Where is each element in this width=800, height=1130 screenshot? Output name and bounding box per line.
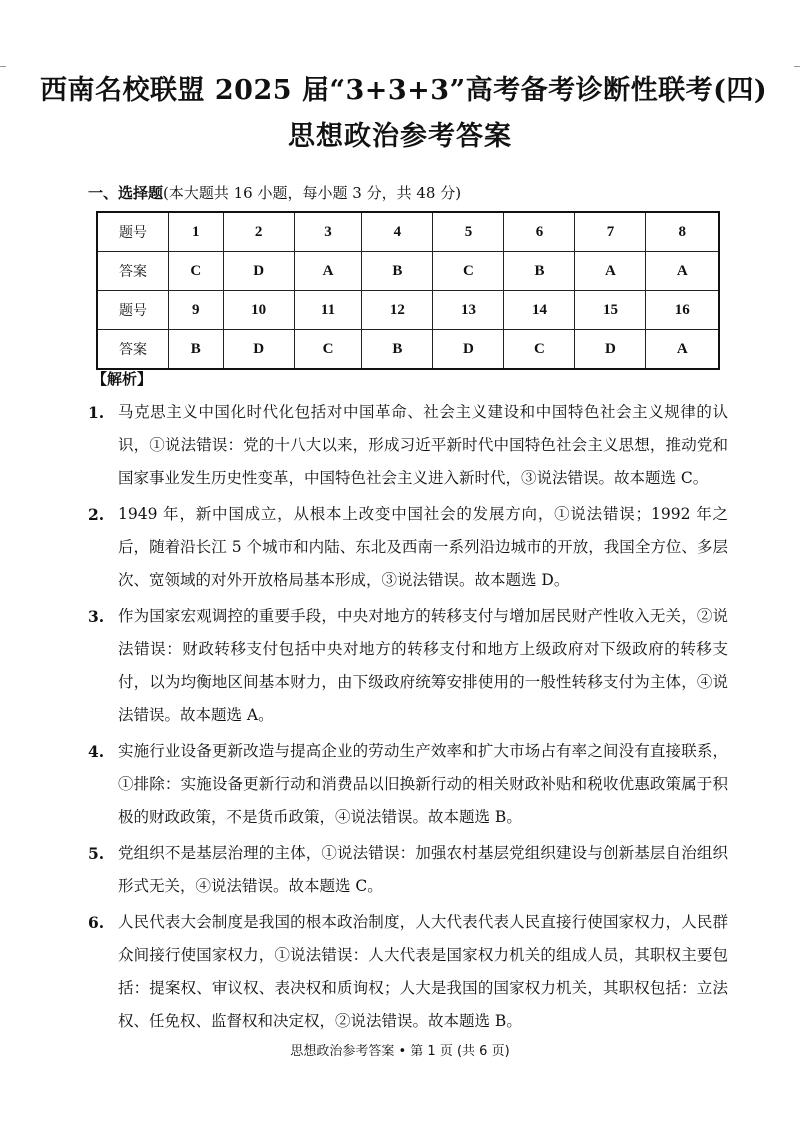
table-row (97, 212, 719, 252)
table-cell: 1 (169, 212, 224, 252)
table-cell: 7 (575, 212, 646, 252)
table-cell: 4 (362, 212, 433, 252)
table-cell: 10 (223, 291, 294, 330)
table-cell: D (433, 330, 504, 370)
table-cell: A (646, 252, 719, 291)
item-number: 3. (88, 607, 105, 626)
analysis-item (88, 837, 728, 903)
table-cell: 11 (294, 291, 362, 330)
analysis-heading: 【解析】 (92, 370, 153, 388)
table-cell: 15 (575, 291, 646, 330)
item-number: 5. (88, 844, 105, 863)
analysis-item (88, 735, 728, 834)
item-text: 1949 年，新中国成立，从根本上改变中国社会的发展方向，①说法错误；1992 年之后，随着沿长江 5 个城市和内陆、东北及西南一系列沿边城市的开放，我国全方位、多层次、宽领域的对外开放格局基本形成，③说法错误。故本题选 D。 (118, 505, 728, 589)
item-number: 4. (88, 742, 105, 761)
row-label: 题号 (97, 291, 169, 330)
table-cell: D (575, 330, 646, 370)
table-row (97, 291, 719, 330)
table-cell: 13 (433, 291, 504, 330)
table-cell: 8 (646, 212, 719, 252)
page-footer: 思想政治参考答案 • 第 1 页 (共 6 页) (290, 1044, 510, 1059)
table-cell: 2 (223, 212, 294, 252)
section-heading (88, 182, 461, 203)
analysis-item (88, 396, 728, 495)
table-cell: B (504, 252, 575, 291)
analysis-list (88, 396, 728, 1041)
table-cell: C (294, 330, 362, 370)
item-number: 2. (88, 505, 105, 524)
table-cell: C (169, 252, 224, 291)
row-label: 答案 (97, 330, 169, 370)
table-cell: B (362, 330, 433, 370)
crop-mark (0, 66, 6, 67)
table-row (97, 252, 719, 291)
row-label: 题号 (97, 212, 169, 252)
table-cell: 16 (646, 291, 719, 330)
table-cell: 14 (504, 291, 575, 330)
item-number: 1. (88, 403, 105, 422)
table-cell: 6 (504, 212, 575, 252)
table-cell: B (169, 330, 224, 370)
crop-mark (794, 66, 800, 67)
table-cell: D (223, 252, 294, 291)
row-label: 答案 (97, 252, 169, 291)
table-cell: 5 (433, 212, 504, 252)
item-text: 作为国家宏观调控的重要手段，中央对地方的转移支付与增加居民财产性收入无关，②说法错误：财政转移支付包括中央对地方的转移支付和地方上级政府对下级政府的转移支付，以为均衡地区间基本财力，由下级政府统筹安排使用的一般性转移支付为主体，④说法错误。故本题选 A。 (118, 607, 728, 724)
document-title: 西南名校联盟 2025 届“3+3+3”高考备考诊断性联考(四) (40, 75, 768, 106)
table-cell: 12 (362, 291, 433, 330)
item-text: 实施行业设备更新改造与提高企业的劳动生产效率和扩大市场占有率之间没有直接联系，①排除：实施设备更新行动和消费品以旧换新行动的相关财政补贴和税收优惠政策属于积极的财政政策，不是货币政策，④说法错误。故本题选 B。 (118, 742, 728, 826)
item-number: 6. (88, 913, 105, 932)
document-subtitle: 思想政治参考答案 (288, 121, 512, 152)
table-cell: C (504, 330, 575, 370)
analysis-item (88, 498, 728, 597)
table-cell: 9 (169, 291, 224, 330)
section-note: (本大题共 16 小题，每小题 3 分，共 48 分) (163, 184, 462, 202)
table-cell: A (575, 252, 646, 291)
item-text: 人民代表大会制度是我国的根本政治制度，人大代表代表人民直接行使国家权力，人民群众间接行使国家权力，①说法错误：人大代表是国家权力机关的组成人员，其职权主要包括：提案权、审议权、表决权和质询权；人大是我国的国家权力机关，其职权包括：立法权、任免权、监督权和决定权，②说法错误。故本题选 B。 (118, 913, 728, 1030)
table-cell: D (223, 330, 294, 370)
table-row (97, 330, 719, 370)
item-text: 党组织不是基层治理的主体，①说法错误：加强农村基层党组织建设与创新基层自治组织形式无关，④说法错误。故本题选 C。 (118, 844, 728, 895)
analysis-item (88, 600, 728, 732)
table-cell: A (646, 330, 719, 370)
table-cell: 3 (294, 212, 362, 252)
table-cell: C (433, 252, 504, 291)
table-cell: B (362, 252, 433, 291)
item-text: 马克思主义中国化时代化包括对中国革命、社会主义建设和中国特色社会主义规律的认识，①说法错误：党的十八大以来，形成习近平新时代中国特色社会主义思想，推动党和国家事业发生历史性变革，中国特色社会主义进入新时代，③说法错误。故本题选 C。 (118, 403, 728, 487)
analysis-item (88, 906, 728, 1038)
answer-table (96, 211, 720, 370)
table-cell: A (294, 252, 362, 291)
section-title: 一、选择题 (88, 184, 164, 202)
